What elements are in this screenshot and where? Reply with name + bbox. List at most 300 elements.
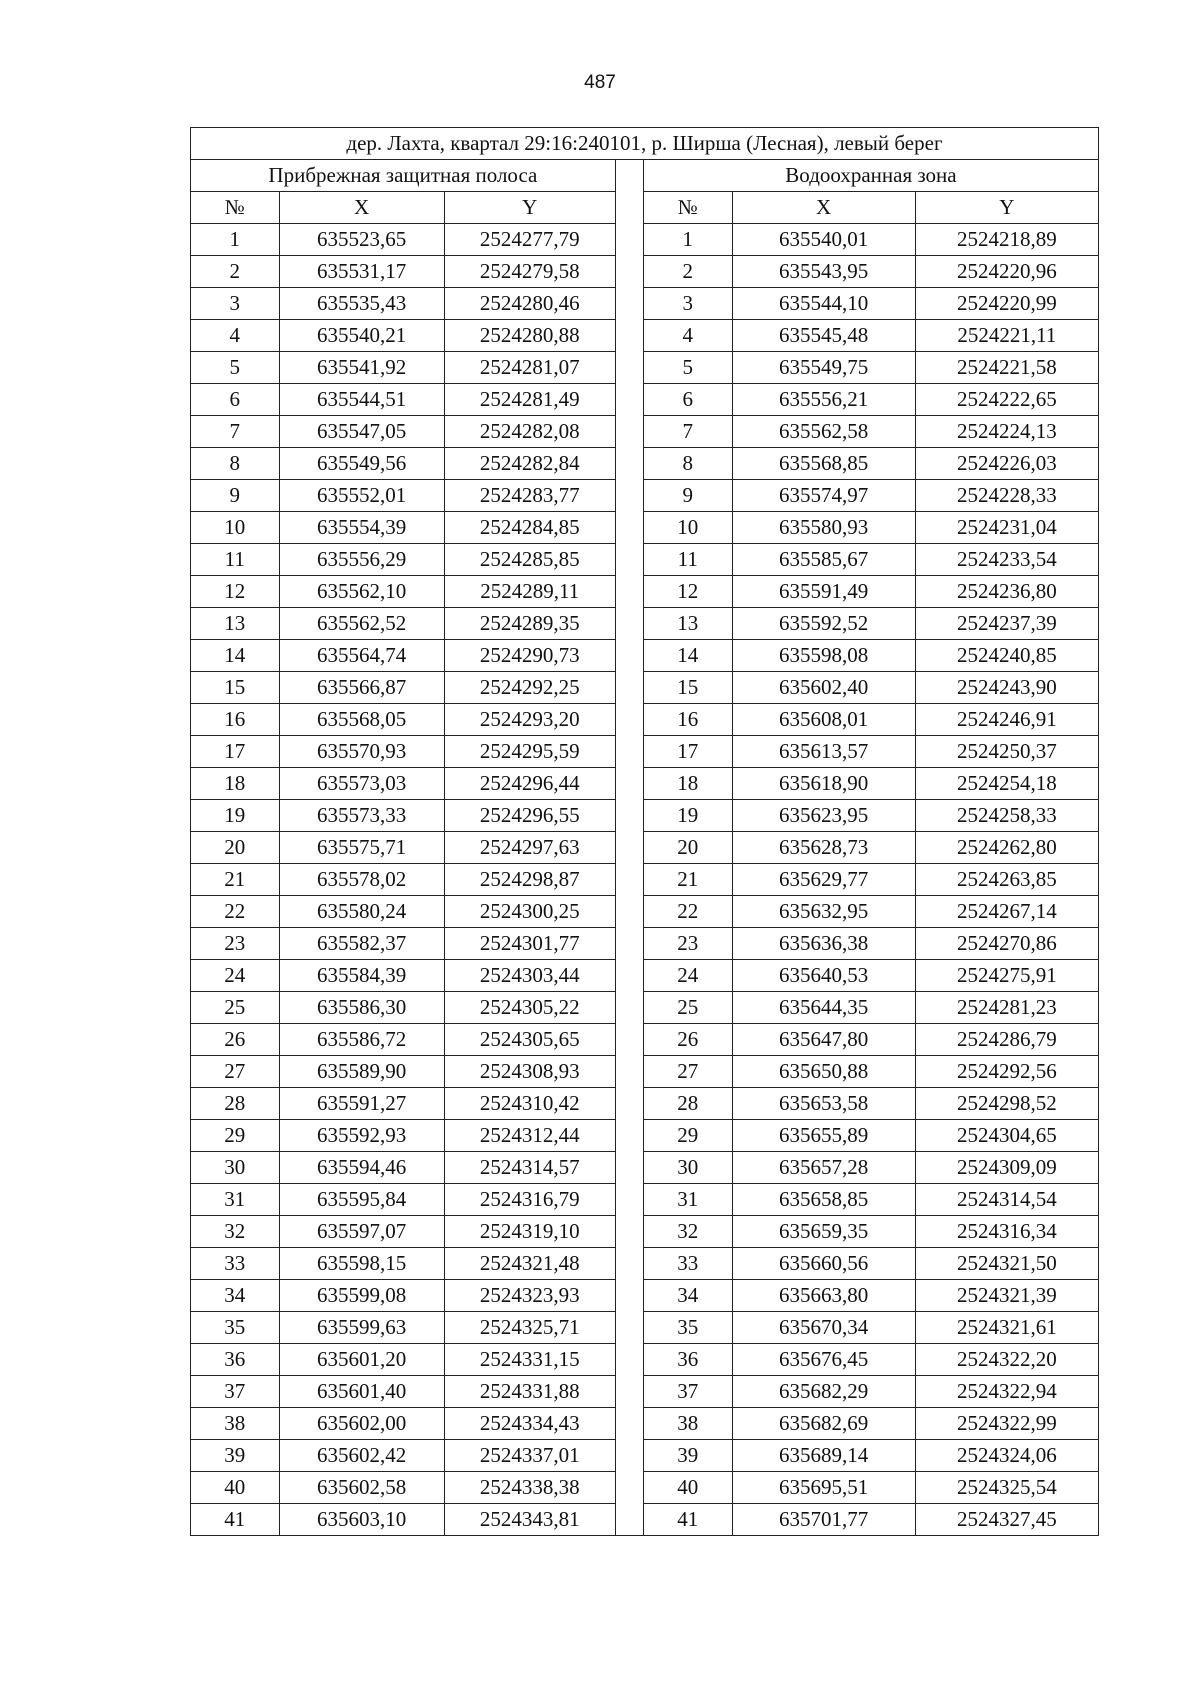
left-x: 635597,07 <box>279 1216 444 1248</box>
left-y: 2524305,65 <box>444 1024 615 1056</box>
right-y: 2524224,13 <box>915 416 1098 448</box>
right-x: 635602,40 <box>732 672 915 704</box>
left-point-no: 39 <box>191 1440 280 1472</box>
section-header-row <box>191 160 1099 192</box>
left-x: 635603,10 <box>279 1504 444 1536</box>
right-x: 635598,08 <box>732 640 915 672</box>
left-y: 2524314,57 <box>444 1152 615 1184</box>
right-x: 635659,35 <box>732 1216 915 1248</box>
table-row <box>191 288 1099 320</box>
left-header-y: Y <box>444 192 615 224</box>
table-row <box>191 1184 1099 1216</box>
right-x: 635608,01 <box>732 704 915 736</box>
left-point-no: 22 <box>191 896 280 928</box>
right-point-no: 35 <box>643 1312 732 1344</box>
table-row <box>191 544 1099 576</box>
right-point-no: 24 <box>643 960 732 992</box>
right-point-no: 10 <box>643 512 732 544</box>
right-point-no: 3 <box>643 288 732 320</box>
right-y: 2524237,39 <box>915 608 1098 640</box>
left-x: 635592,93 <box>279 1120 444 1152</box>
right-y: 2524270,86 <box>915 928 1098 960</box>
left-y: 2524292,25 <box>444 672 615 704</box>
left-x: 635589,90 <box>279 1056 444 1088</box>
left-point-no: 40 <box>191 1472 280 1504</box>
right-y: 2524321,39 <box>915 1280 1098 1312</box>
right-y: 2524222,65 <box>915 384 1098 416</box>
left-point-no: 37 <box>191 1376 280 1408</box>
left-point-no: 33 <box>191 1248 280 1280</box>
right-y: 2524298,52 <box>915 1088 1098 1120</box>
right-point-no: 31 <box>643 1184 732 1216</box>
right-x: 635682,69 <box>732 1408 915 1440</box>
right-x: 635544,10 <box>732 288 915 320</box>
table-title: дер. Лахта, квартал 29:16:240101, р. Ширша (Лесная), левый берег <box>191 128 1099 160</box>
right-x: 635689,14 <box>732 1440 915 1472</box>
right-x: 635568,85 <box>732 448 915 480</box>
left-point-no: 19 <box>191 800 280 832</box>
left-point-no: 1 <box>191 224 280 256</box>
right-x: 635540,01 <box>732 224 915 256</box>
left-x: 635582,37 <box>279 928 444 960</box>
right-point-no: 21 <box>643 864 732 896</box>
right-y: 2524275,91 <box>915 960 1098 992</box>
left-point-no: 5 <box>191 352 280 384</box>
right-x: 635623,95 <box>732 800 915 832</box>
left-x: 635598,15 <box>279 1248 444 1280</box>
left-y: 2524337,01 <box>444 1440 615 1472</box>
right-header-x: X <box>732 192 915 224</box>
right-point-no: 17 <box>643 736 732 768</box>
left-x: 635564,74 <box>279 640 444 672</box>
left-point-no: 23 <box>191 928 280 960</box>
right-point-no: 38 <box>643 1408 732 1440</box>
left-x: 635578,02 <box>279 864 444 896</box>
right-point-no: 9 <box>643 480 732 512</box>
right-x: 635682,29 <box>732 1376 915 1408</box>
table-row <box>191 960 1099 992</box>
right-x: 635562,58 <box>732 416 915 448</box>
right-point-no: 34 <box>643 1280 732 1312</box>
left-x: 635535,43 <box>279 288 444 320</box>
left-y: 2524296,44 <box>444 768 615 800</box>
table-row <box>191 736 1099 768</box>
right-x: 635644,35 <box>732 992 915 1024</box>
left-point-no: 29 <box>191 1120 280 1152</box>
left-section-title: Прибрежная защитная полоса <box>191 160 616 192</box>
right-y: 2524322,99 <box>915 1408 1098 1440</box>
left-point-no: 27 <box>191 1056 280 1088</box>
table-row <box>191 1472 1099 1504</box>
right-y: 2524322,94 <box>915 1376 1098 1408</box>
left-x: 635601,20 <box>279 1344 444 1376</box>
table-row <box>191 864 1099 896</box>
table-row <box>191 1120 1099 1152</box>
right-x: 635591,49 <box>732 576 915 608</box>
right-x: 635592,52 <box>732 608 915 640</box>
left-point-no: 9 <box>191 480 280 512</box>
table-row <box>191 512 1099 544</box>
left-y: 2524331,15 <box>444 1344 615 1376</box>
left-y: 2524296,55 <box>444 800 615 832</box>
right-y: 2524221,11 <box>915 320 1098 352</box>
left-y: 2524283,77 <box>444 480 615 512</box>
left-x: 635568,05 <box>279 704 444 736</box>
left-y: 2524300,25 <box>444 896 615 928</box>
left-x: 635594,46 <box>279 1152 444 1184</box>
left-x: 635573,33 <box>279 800 444 832</box>
table-row <box>191 480 1099 512</box>
right-x: 635647,80 <box>732 1024 915 1056</box>
right-y: 2524267,14 <box>915 896 1098 928</box>
right-x: 635657,28 <box>732 1152 915 1184</box>
right-y: 2524327,45 <box>915 1504 1098 1536</box>
left-point-no: 34 <box>191 1280 280 1312</box>
right-y: 2524246,91 <box>915 704 1098 736</box>
left-y: 2524293,20 <box>444 704 615 736</box>
table-row <box>191 704 1099 736</box>
left-x: 635599,63 <box>279 1312 444 1344</box>
left-x: 635540,21 <box>279 320 444 352</box>
right-point-no: 4 <box>643 320 732 352</box>
left-y: 2524321,48 <box>444 1248 615 1280</box>
left-y: 2524310,42 <box>444 1088 615 1120</box>
left-x: 635549,56 <box>279 448 444 480</box>
left-y: 2524334,43 <box>444 1408 615 1440</box>
left-y: 2524290,73 <box>444 640 615 672</box>
right-y: 2524314,54 <box>915 1184 1098 1216</box>
left-point-no: 41 <box>191 1504 280 1536</box>
table-row <box>191 224 1099 256</box>
right-x: 635670,34 <box>732 1312 915 1344</box>
left-point-no: 17 <box>191 736 280 768</box>
right-point-no: 7 <box>643 416 732 448</box>
right-point-no: 11 <box>643 544 732 576</box>
right-y: 2524243,90 <box>915 672 1098 704</box>
right-point-no: 6 <box>643 384 732 416</box>
left-point-no: 8 <box>191 448 280 480</box>
table-row <box>191 1440 1099 1472</box>
table-row <box>191 1216 1099 1248</box>
left-x: 635586,72 <box>279 1024 444 1056</box>
right-y: 2524292,56 <box>915 1056 1098 1088</box>
right-point-no: 40 <box>643 1472 732 1504</box>
right-y: 2524321,61 <box>915 1312 1098 1344</box>
right-point-no: 5 <box>643 352 732 384</box>
right-point-no: 19 <box>643 800 732 832</box>
right-x: 635574,97 <box>732 480 915 512</box>
left-x: 635586,30 <box>279 992 444 1024</box>
right-y: 2524231,04 <box>915 512 1098 544</box>
right-point-no: 1 <box>643 224 732 256</box>
left-point-no: 28 <box>191 1088 280 1120</box>
left-y: 2524280,46 <box>444 288 615 320</box>
left-y: 2524305,22 <box>444 992 615 1024</box>
right-point-no: 15 <box>643 672 732 704</box>
right-y: 2524325,54 <box>915 1472 1098 1504</box>
right-y: 2524236,80 <box>915 576 1098 608</box>
left-x: 635541,92 <box>279 352 444 384</box>
right-y: 2524286,79 <box>915 1024 1098 1056</box>
table-row <box>191 640 1099 672</box>
right-y: 2524322,20 <box>915 1344 1098 1376</box>
right-x: 635636,38 <box>732 928 915 960</box>
column-separator <box>615 160 643 1536</box>
right-y: 2524226,03 <box>915 448 1098 480</box>
right-x: 635618,90 <box>732 768 915 800</box>
left-y: 2524319,10 <box>444 1216 615 1248</box>
left-y: 2524301,77 <box>444 928 615 960</box>
right-x: 635653,58 <box>732 1088 915 1120</box>
table-row <box>191 352 1099 384</box>
right-section-title: Водоохранная зона <box>643 160 1098 192</box>
table-row <box>191 608 1099 640</box>
right-y: 2524316,34 <box>915 1216 1098 1248</box>
left-x: 635601,40 <box>279 1376 444 1408</box>
left-point-no: 16 <box>191 704 280 736</box>
left-y: 2524284,85 <box>444 512 615 544</box>
right-point-no: 28 <box>643 1088 732 1120</box>
column-header-row <box>191 192 1099 224</box>
table-row <box>191 1408 1099 1440</box>
left-point-no: 21 <box>191 864 280 896</box>
right-x: 635632,95 <box>732 896 915 928</box>
left-y: 2524285,85 <box>444 544 615 576</box>
right-point-no: 2 <box>643 256 732 288</box>
right-x: 635585,67 <box>732 544 915 576</box>
table-row <box>191 416 1099 448</box>
left-point-no: 10 <box>191 512 280 544</box>
left-point-no: 26 <box>191 1024 280 1056</box>
left-y: 2524298,87 <box>444 864 615 896</box>
left-point-no: 35 <box>191 1312 280 1344</box>
right-x: 635549,75 <box>732 352 915 384</box>
left-y: 2524343,81 <box>444 1504 615 1536</box>
right-y: 2524220,96 <box>915 256 1098 288</box>
left-header-no: № <box>191 192 280 224</box>
left-point-no: 32 <box>191 1216 280 1248</box>
right-x: 635658,85 <box>732 1184 915 1216</box>
left-x: 635531,17 <box>279 256 444 288</box>
right-x: 635556,21 <box>732 384 915 416</box>
left-y: 2524331,88 <box>444 1376 615 1408</box>
table-row <box>191 928 1099 960</box>
left-point-no: 4 <box>191 320 280 352</box>
right-x: 635655,89 <box>732 1120 915 1152</box>
left-y: 2524282,08 <box>444 416 615 448</box>
right-header-no: № <box>643 192 732 224</box>
table-row <box>191 832 1099 864</box>
right-point-no: 8 <box>643 448 732 480</box>
right-x: 635629,77 <box>732 864 915 896</box>
right-point-no: 16 <box>643 704 732 736</box>
left-point-no: 11 <box>191 544 280 576</box>
left-x: 635544,51 <box>279 384 444 416</box>
right-y: 2524228,33 <box>915 480 1098 512</box>
table-row <box>191 992 1099 1024</box>
right-header-y: Y <box>915 192 1098 224</box>
left-point-no: 2 <box>191 256 280 288</box>
left-y: 2524323,93 <box>444 1280 615 1312</box>
right-y: 2524240,85 <box>915 640 1098 672</box>
right-point-no: 37 <box>643 1376 732 1408</box>
left-y: 2524289,11 <box>444 576 615 608</box>
left-y: 2524281,49 <box>444 384 615 416</box>
right-y: 2524218,89 <box>915 224 1098 256</box>
table-row <box>191 1056 1099 1088</box>
right-point-no: 26 <box>643 1024 732 1056</box>
left-header-x: X <box>279 192 444 224</box>
left-point-no: 15 <box>191 672 280 704</box>
left-point-no: 13 <box>191 608 280 640</box>
left-x: 635602,58 <box>279 1472 444 1504</box>
left-point-no: 38 <box>191 1408 280 1440</box>
left-x: 635562,10 <box>279 576 444 608</box>
left-point-no: 6 <box>191 384 280 416</box>
left-x: 635554,39 <box>279 512 444 544</box>
right-y: 2524254,18 <box>915 768 1098 800</box>
table-row <box>191 1312 1099 1344</box>
right-point-no: 36 <box>643 1344 732 1376</box>
right-y: 2524262,80 <box>915 832 1098 864</box>
right-x: 635676,45 <box>732 1344 915 1376</box>
right-point-no: 12 <box>643 576 732 608</box>
left-x: 635556,29 <box>279 544 444 576</box>
right-point-no: 20 <box>643 832 732 864</box>
table-title-row <box>191 128 1099 160</box>
left-y: 2524325,71 <box>444 1312 615 1344</box>
right-y: 2524263,85 <box>915 864 1098 896</box>
left-x: 635562,52 <box>279 608 444 640</box>
right-x: 635640,53 <box>732 960 915 992</box>
left-x: 635547,05 <box>279 416 444 448</box>
right-point-no: 29 <box>643 1120 732 1152</box>
table-row <box>191 1024 1099 1056</box>
right-point-no: 41 <box>643 1504 732 1536</box>
left-y: 2524282,84 <box>444 448 615 480</box>
table-row <box>191 1248 1099 1280</box>
left-point-no: 36 <box>191 1344 280 1376</box>
right-point-no: 30 <box>643 1152 732 1184</box>
right-y: 2524321,50 <box>915 1248 1098 1280</box>
right-point-no: 18 <box>643 768 732 800</box>
left-y: 2524312,44 <box>444 1120 615 1152</box>
right-x: 635543,95 <box>732 256 915 288</box>
right-x: 635663,80 <box>732 1280 915 1312</box>
left-y: 2524281,07 <box>444 352 615 384</box>
left-x: 635591,27 <box>279 1088 444 1120</box>
left-x: 635580,24 <box>279 896 444 928</box>
table-row <box>191 672 1099 704</box>
table-row <box>191 1376 1099 1408</box>
table-row <box>191 1344 1099 1376</box>
left-y: 2524308,93 <box>444 1056 615 1088</box>
right-y: 2524258,33 <box>915 800 1098 832</box>
left-point-no: 20 <box>191 832 280 864</box>
left-point-no: 31 <box>191 1184 280 1216</box>
right-x: 635701,77 <box>732 1504 915 1536</box>
right-x: 635545,48 <box>732 320 915 352</box>
left-x: 635523,65 <box>279 224 444 256</box>
right-point-no: 39 <box>643 1440 732 1472</box>
left-point-no: 18 <box>191 768 280 800</box>
right-point-no: 32 <box>643 1216 732 1248</box>
left-y: 2524316,79 <box>444 1184 615 1216</box>
left-point-no: 24 <box>191 960 280 992</box>
right-x: 635695,51 <box>732 1472 915 1504</box>
table-row <box>191 768 1099 800</box>
right-y: 2524233,54 <box>915 544 1098 576</box>
table-row <box>191 384 1099 416</box>
right-y: 2524304,65 <box>915 1120 1098 1152</box>
right-y: 2524221,58 <box>915 352 1098 384</box>
left-y: 2524297,63 <box>444 832 615 864</box>
left-x: 635575,71 <box>279 832 444 864</box>
right-y: 2524250,37 <box>915 736 1098 768</box>
table-row <box>191 1504 1099 1536</box>
right-y: 2524324,06 <box>915 1440 1098 1472</box>
table-row <box>191 320 1099 352</box>
right-y: 2524281,23 <box>915 992 1098 1024</box>
table-row <box>191 800 1099 832</box>
right-x: 635613,57 <box>732 736 915 768</box>
left-y: 2524338,38 <box>444 1472 615 1504</box>
left-point-no: 25 <box>191 992 280 1024</box>
right-point-no: 25 <box>643 992 732 1024</box>
table-row <box>191 896 1099 928</box>
left-point-no: 7 <box>191 416 280 448</box>
left-y: 2524280,88 <box>444 320 615 352</box>
left-point-no: 14 <box>191 640 280 672</box>
table-row <box>191 1088 1099 1120</box>
left-y: 2524303,44 <box>444 960 615 992</box>
left-point-no: 12 <box>191 576 280 608</box>
left-x: 635573,03 <box>279 768 444 800</box>
left-x: 635552,01 <box>279 480 444 512</box>
left-y: 2524279,58 <box>444 256 615 288</box>
right-x: 635650,88 <box>732 1056 915 1088</box>
right-point-no: 13 <box>643 608 732 640</box>
left-x: 635602,00 <box>279 1408 444 1440</box>
right-x: 635580,93 <box>732 512 915 544</box>
right-y: 2524220,99 <box>915 288 1098 320</box>
right-point-no: 14 <box>643 640 732 672</box>
left-x: 635570,93 <box>279 736 444 768</box>
left-x: 635602,42 <box>279 1440 444 1472</box>
table-row <box>191 448 1099 480</box>
table-row <box>191 1152 1099 1184</box>
right-y: 2524309,09 <box>915 1152 1098 1184</box>
right-x: 635660,56 <box>732 1248 915 1280</box>
left-x: 635599,08 <box>279 1280 444 1312</box>
left-point-no: 3 <box>191 288 280 320</box>
page-number: 487 <box>584 72 616 93</box>
table-row <box>191 576 1099 608</box>
coordinates-table <box>190 127 1099 1536</box>
left-y: 2524277,79 <box>444 224 615 256</box>
left-x: 635584,39 <box>279 960 444 992</box>
table-row <box>191 256 1099 288</box>
left-x: 635595,84 <box>279 1184 444 1216</box>
left-point-no: 30 <box>191 1152 280 1184</box>
table-row <box>191 1280 1099 1312</box>
right-x: 635628,73 <box>732 832 915 864</box>
right-point-no: 22 <box>643 896 732 928</box>
left-y: 2524289,35 <box>444 608 615 640</box>
left-y: 2524295,59 <box>444 736 615 768</box>
right-point-no: 27 <box>643 1056 732 1088</box>
left-x: 635566,87 <box>279 672 444 704</box>
